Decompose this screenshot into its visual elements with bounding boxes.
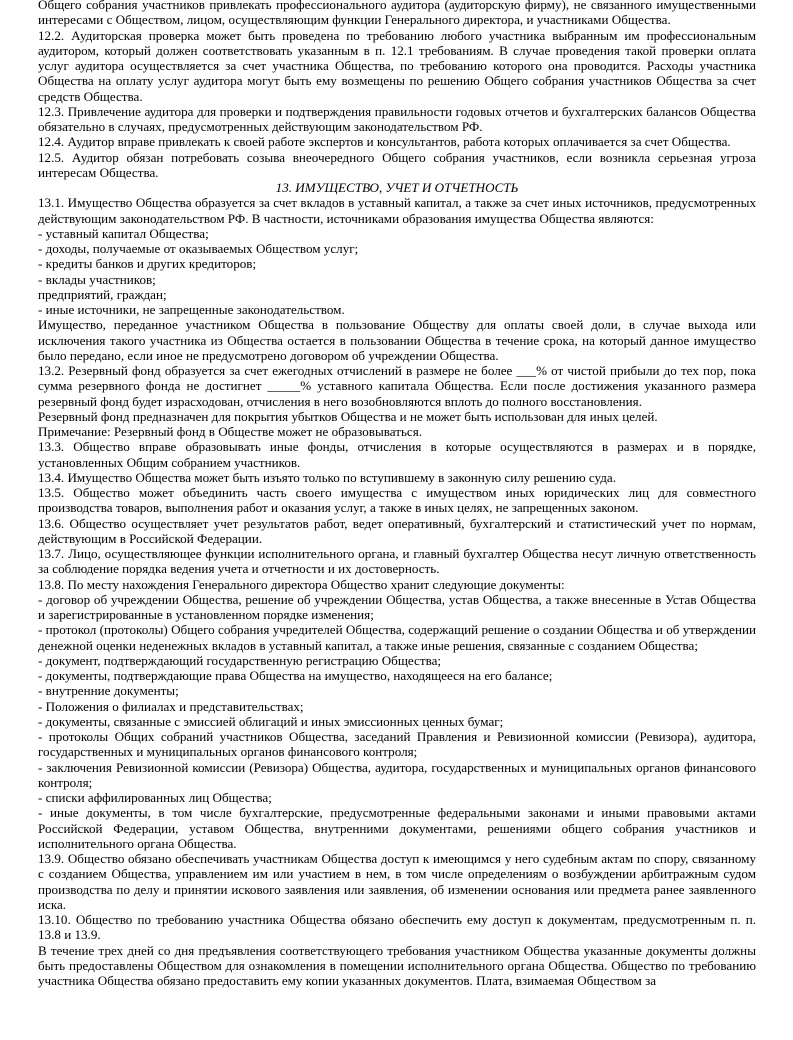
document-page: [38, 0, 756, 988]
list-item: - протоколы Общих собраний участников Общества, заседаний Правления и Ревизионной комиссии (Ревизора), аудитора, государственных и муниципальных органов финансового контроля;: [38, 729, 756, 760]
list-item: - договор об учреждении Общества, решение об учреждении Общества, устав Общества, а также внесенные в Устав Общества и зарегистрированные в установленном порядке изменения;: [38, 591, 756, 622]
list-item: - кредиты банков и других кредиторов;: [38, 256, 257, 272]
list-item: - Положения о филиалах и представительствах;: [38, 698, 304, 714]
paragraph-continuation-12-1: Общего собрания участников привлекать профессионального аудитора (аудиторскую фирму), не связанного имущественными интересами с Обществом, лицом, осуществляющим функции Генерального директора, и участниками Общества.: [38, 0, 756, 28]
paragraph-13-8: 13.8. По месту нахождения Генерального директора Общество хранит следующие документы:: [38, 576, 565, 592]
list-item: - протокол (протоколы) Общего собрания учредителей Общества, содержащий решение о создании Общества и об утверждении денежной оценки неденежных вкладов в уставный капитал, а также иные решения, связанные с созданием Общества;: [38, 622, 756, 653]
paragraph-12-4: 12.4. Аудитор вправе привлекать к своей работе экспертов и консультантов, работа которых оплачивается за счет Общества.: [38, 134, 731, 150]
paragraph-13-7: 13.7. Лицо, осуществляющее функции исполнительного органа, и главный бухгалтер Общества несут личную ответственность за соблюдение порядка ведения учета и отчетности и их достоверность.: [38, 546, 756, 577]
paragraph-13-5: 13.5. Общество может объединить часть своего имущества с имуществом иных юридических лиц для совместного производства товаров, выполнения работ и оказания услуг, а также в иных целях, не запрещенных законом.: [38, 485, 756, 516]
section-heading-13: 13. ИМУЩЕСТВО, УЧЕТ И ОТЧЕТНОСТЬ: [275, 180, 519, 195]
list-item: - списки аффилированных лиц Общества;: [38, 790, 272, 805]
paragraph-13-4: 13.4. Имущество Общества может быть изъято только по вступившему в законную силу решению суда.: [38, 469, 617, 485]
paragraph-reserve-fund-purpose: Резервный фонд предназначен для покрытия убытков Общества и не может быть использован для иных целей.: [38, 408, 658, 424]
list-item: - документ, подтверждающий государственную регистрацию Общества;: [38, 652, 442, 668]
paragraph-access-terms: В течение трех дней со дня предъявления соответствующего требования участником Общества указанные документы должны быть предоставлены Обществом для ознакомления в помещении исполнительного органа Общества. Общество по требованию участника Общества обязано предоставить ему копии указанных документов. Плата, взимаемая Обществом за: [38, 942, 756, 988]
list-item: - доходы, получаемые от оказываемых Обществом услуг;: [38, 241, 359, 256]
list-item: - вклады участников;: [38, 271, 156, 287]
paragraph-12-3: 12.3. Привлечение аудитора для проверки и подтверждения правильности годовых отчетов и бухгалтерских балансов Общества обязательно в случаях, предусмотренных действующим законодательством РФ.: [38, 103, 756, 134]
list-item: предприятий, граждан;: [38, 286, 167, 302]
list-item: - документы, подтверждающие права Общества на имущество, находящееся на его балансе;: [38, 668, 553, 683]
list-item: - иные документы, в том числе бухгалтерские, предусмотренные федеральными законами и иными правовыми актами Российской Федерации, уставом Общества, внутренними документами, решениями общего собрания участников и исполнительного органа Общества.: [38, 805, 756, 851]
list-item: - иные источники, не запрещенные законодательством.: [38, 302, 345, 317]
paragraph-13-9: 13.9. Общество обязано обеспечивать участникам Общества доступ к имеющимся у него судебным актам по спору, связанному с созданием Общества, управлением им или участием в нем, в том числе определениям о возбуждении арбитражным судом производства по делу и принятии искового заявления или заявления, об изменении основания или предмета ранее заявленного иска.: [38, 851, 756, 912]
paragraph-13-1: 13.1. Имущество Общества образуется за счет вкладов в уставный капитал, а также за счет иных источников, предусмотренных действующим законодательством РФ. В частности, источниками образования имущества Общества являются:: [38, 195, 756, 226]
paragraph-12-5: 12.5. Аудитор обязан потребовать созыва внеочередного Общего собрания участников, если возникла серьезная угроза интересам Общества.: [38, 149, 756, 180]
paragraph-13-3: 13.3. Общество вправе образовывать иные фонды, отчисления в которые осуществляются в размерах и в порядке, установленных Общим собранием участников.: [38, 439, 756, 470]
paragraph-13-10: 13.10. Общество по требованию участника Общества обязано обеспечить ему доступ к документам, предусмотренным п. п. 13.8 и 13.9.: [38, 912, 756, 943]
list-item: - документы, связанные с эмиссией облигаций и иных эмиссионных ценных бумаг;: [38, 713, 504, 729]
paragraph-note: Примечание: Резервный фонд в Обществе может не образовываться.: [38, 424, 423, 439]
paragraph-13-6: 13.6. Общество осуществляет учет результатов работ, ведет оперативный, бухгалтерский и статистический учет по нормам, действующим в Российской Федерации.: [38, 515, 756, 546]
list-item: - заключения Ревизионной комиссии (Ревизора) Общества, аудитора, государственных и муниципальных органов финансового контроля;: [38, 759, 756, 790]
list-item: - внутренние документы;: [38, 683, 179, 699]
paragraph-13-2: 13.2. Резервный фонд образуется за счет ежегодных отчислений в размере не более ___% от чистой прибыли до тех пор, пока сумма резервного фонда не достигнет _____% уставного капитала Общества. Если после достижения указанного размера резервный фонд будет израсходован, отчисления в него возобновляются вплоть до полного восстановления.: [38, 363, 756, 409]
paragraph-12-2: 12.2. Аудиторская проверка может быть проведена по требованию любого участника выбранным им профессиональным аудитором, который должен соответствовать указанным в п. 12.1 требованиям. В случае проведения такой проверки оплата услуг аудитора осуществляется за счет участника Общества, по требованию которого она проводится. Расходы участника Общества на оплату услуг аудитора могут быть ему возмещены по решению Общего собрания участников Общества за счет средств Общества.: [38, 27, 756, 104]
list-item: - уставный капитал Общества;: [38, 225, 209, 241]
paragraph-property-transfer: Имущество, переданное участником Общества в пользование Обществу для оплаты своей доли, в случае выхода или исключения такого участника из Общества остается в пользовании Общества в течение срока, на который данное имущество было передано, если иное не предусмотрено договором об учреждении Общества.: [38, 317, 756, 363]
